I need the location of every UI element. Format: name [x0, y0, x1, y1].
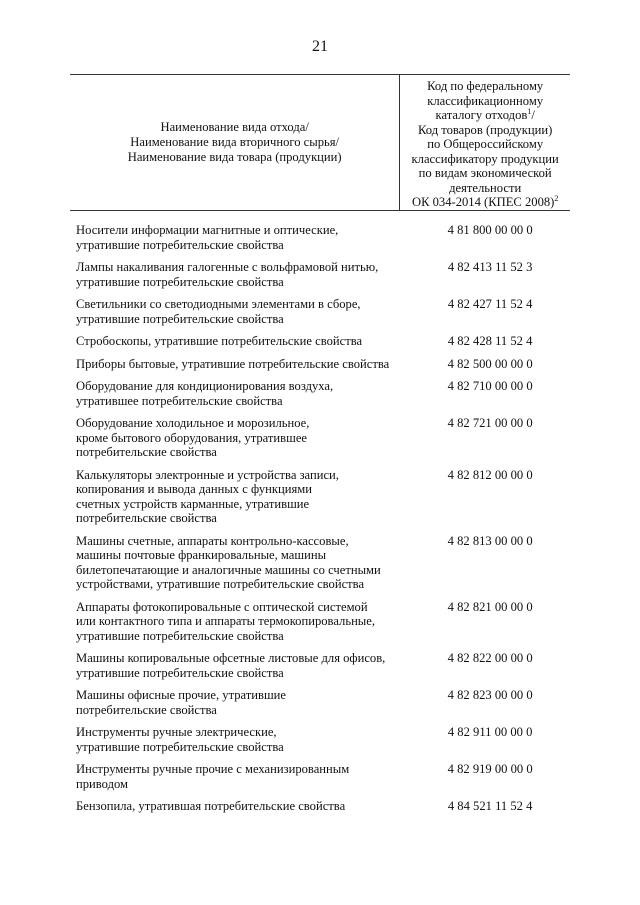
- table-row: [70, 297, 570, 326]
- table-row: [70, 260, 570, 289]
- row-name: Светильники со светодиодными элементами в сборе, утратившие потребительские свойства: [76, 297, 361, 326]
- row-name: Лампы накаливания галогенные с вольфрамовой нитью, утратившие потребительские свойства: [76, 260, 379, 289]
- row-name: Приборы бытовые, утратившие потребительские свойства: [76, 356, 390, 371]
- page-number: 21: [312, 38, 328, 55]
- row-code: 4 81 800 00 00 0: [447, 223, 533, 237]
- table-row: [70, 762, 570, 791]
- table-row: [70, 600, 570, 644]
- row-code: 4 82 413 11 52 3: [447, 260, 533, 274]
- row-code: 4 82 812 00 00 0: [447, 467, 533, 482]
- row-name: Машины офисные прочие, утратившие потребительские свойства: [76, 688, 286, 717]
- table-row: [70, 534, 570, 592]
- table-row: [70, 416, 570, 460]
- row-code: 4 82 823 00 00 0: [447, 688, 533, 702]
- table-row: [70, 651, 570, 680]
- row-name: Оборудование для кондиционирования воздуха, утратившее потребительские свойства: [76, 379, 334, 408]
- table-row: [70, 688, 570, 717]
- row-name: Машины копировальные офсетные листовые для офисов, утратившие потребительские свойства: [76, 651, 386, 680]
- header-code-text-a: Код по федеральному классификационному каталогу отходов: [427, 79, 544, 122]
- waste-classification-table: [70, 74, 570, 822]
- table-header: [70, 74, 570, 211]
- row-code: 4 82 821 00 00 0: [447, 599, 533, 614]
- table-row: [70, 379, 570, 408]
- row-code: 4 82 911 00 00 0: [447, 725, 533, 739]
- footnote-2-marker: 2: [554, 194, 559, 203]
- row-name: Калькуляторы электронные и устройства записи, копирования и вывода данных с функциями счетных устройств карманные, утратившие потребительские свойства: [76, 467, 339, 525]
- table-row: [70, 357, 570, 372]
- header-code-text-b: / Код товаров (продукции) по Общероссийскому классификатору продукции по видам экономической деятельности ОК 034-2014 (КПЕС 2008): [411, 108, 559, 209]
- row-code: 4 84 521 11 52 4: [447, 799, 533, 813]
- row-code: 4 82 919 00 00 0: [447, 762, 533, 776]
- table-body: [70, 211, 570, 814]
- row-code: 4 82 428 11 52 4: [447, 334, 533, 348]
- row-name: Стробоскопы, утратившие потребительские свойства: [76, 334, 363, 348]
- table-row: [70, 223, 570, 252]
- row-code: 4 82 710 00 00 0: [447, 379, 533, 393]
- footnote-1-marker: 1: [527, 107, 532, 116]
- row-code: 4 82 500 00 00 0: [447, 356, 533, 371]
- row-name: Носители информации магнитные и оптические, утратившие потребительские свойства: [76, 223, 339, 252]
- row-code: 4 82 822 00 00 0: [447, 651, 533, 665]
- table-row: [70, 799, 570, 814]
- row-name: Аппараты фотокопировальные с оптической системой или контактного типа и аппараты термокопировальные, утратившие потребительские свойства: [76, 599, 376, 643]
- header-code-column: [400, 75, 570, 210]
- row-code: 4 82 813 00 00 0: [447, 533, 533, 548]
- row-name: Машины счетные, аппараты контрольно-кассовые, машины почтовые франкировальные, машины билетопечатающие и аналогичные машины со счетными устройствами, утратившие потребительские свойства: [76, 533, 381, 591]
- row-name: Оборудование холодильное и морозильное, кроме бытового оборудования, утратившее потребительские свойства: [76, 416, 310, 459]
- row-code: 4 82 721 00 00 0: [447, 416, 533, 430]
- row-name: Бензопила, утратившая потребительские свойства: [76, 799, 346, 813]
- table-row: [70, 468, 570, 526]
- row-code: 4 82 427 11 52 4: [447, 297, 533, 311]
- table-row: [70, 725, 570, 754]
- table-row: [70, 334, 570, 349]
- row-name: Инструменты ручные электрические, утратившие потребительские свойства: [76, 725, 284, 754]
- row-name: Инструменты ручные прочие с механизированным приводом: [76, 762, 350, 791]
- header-name-column: Наименование вида отхода/ Наименование вида вторичного сырья/ Наименование вида товара (продукции): [70, 75, 400, 210]
